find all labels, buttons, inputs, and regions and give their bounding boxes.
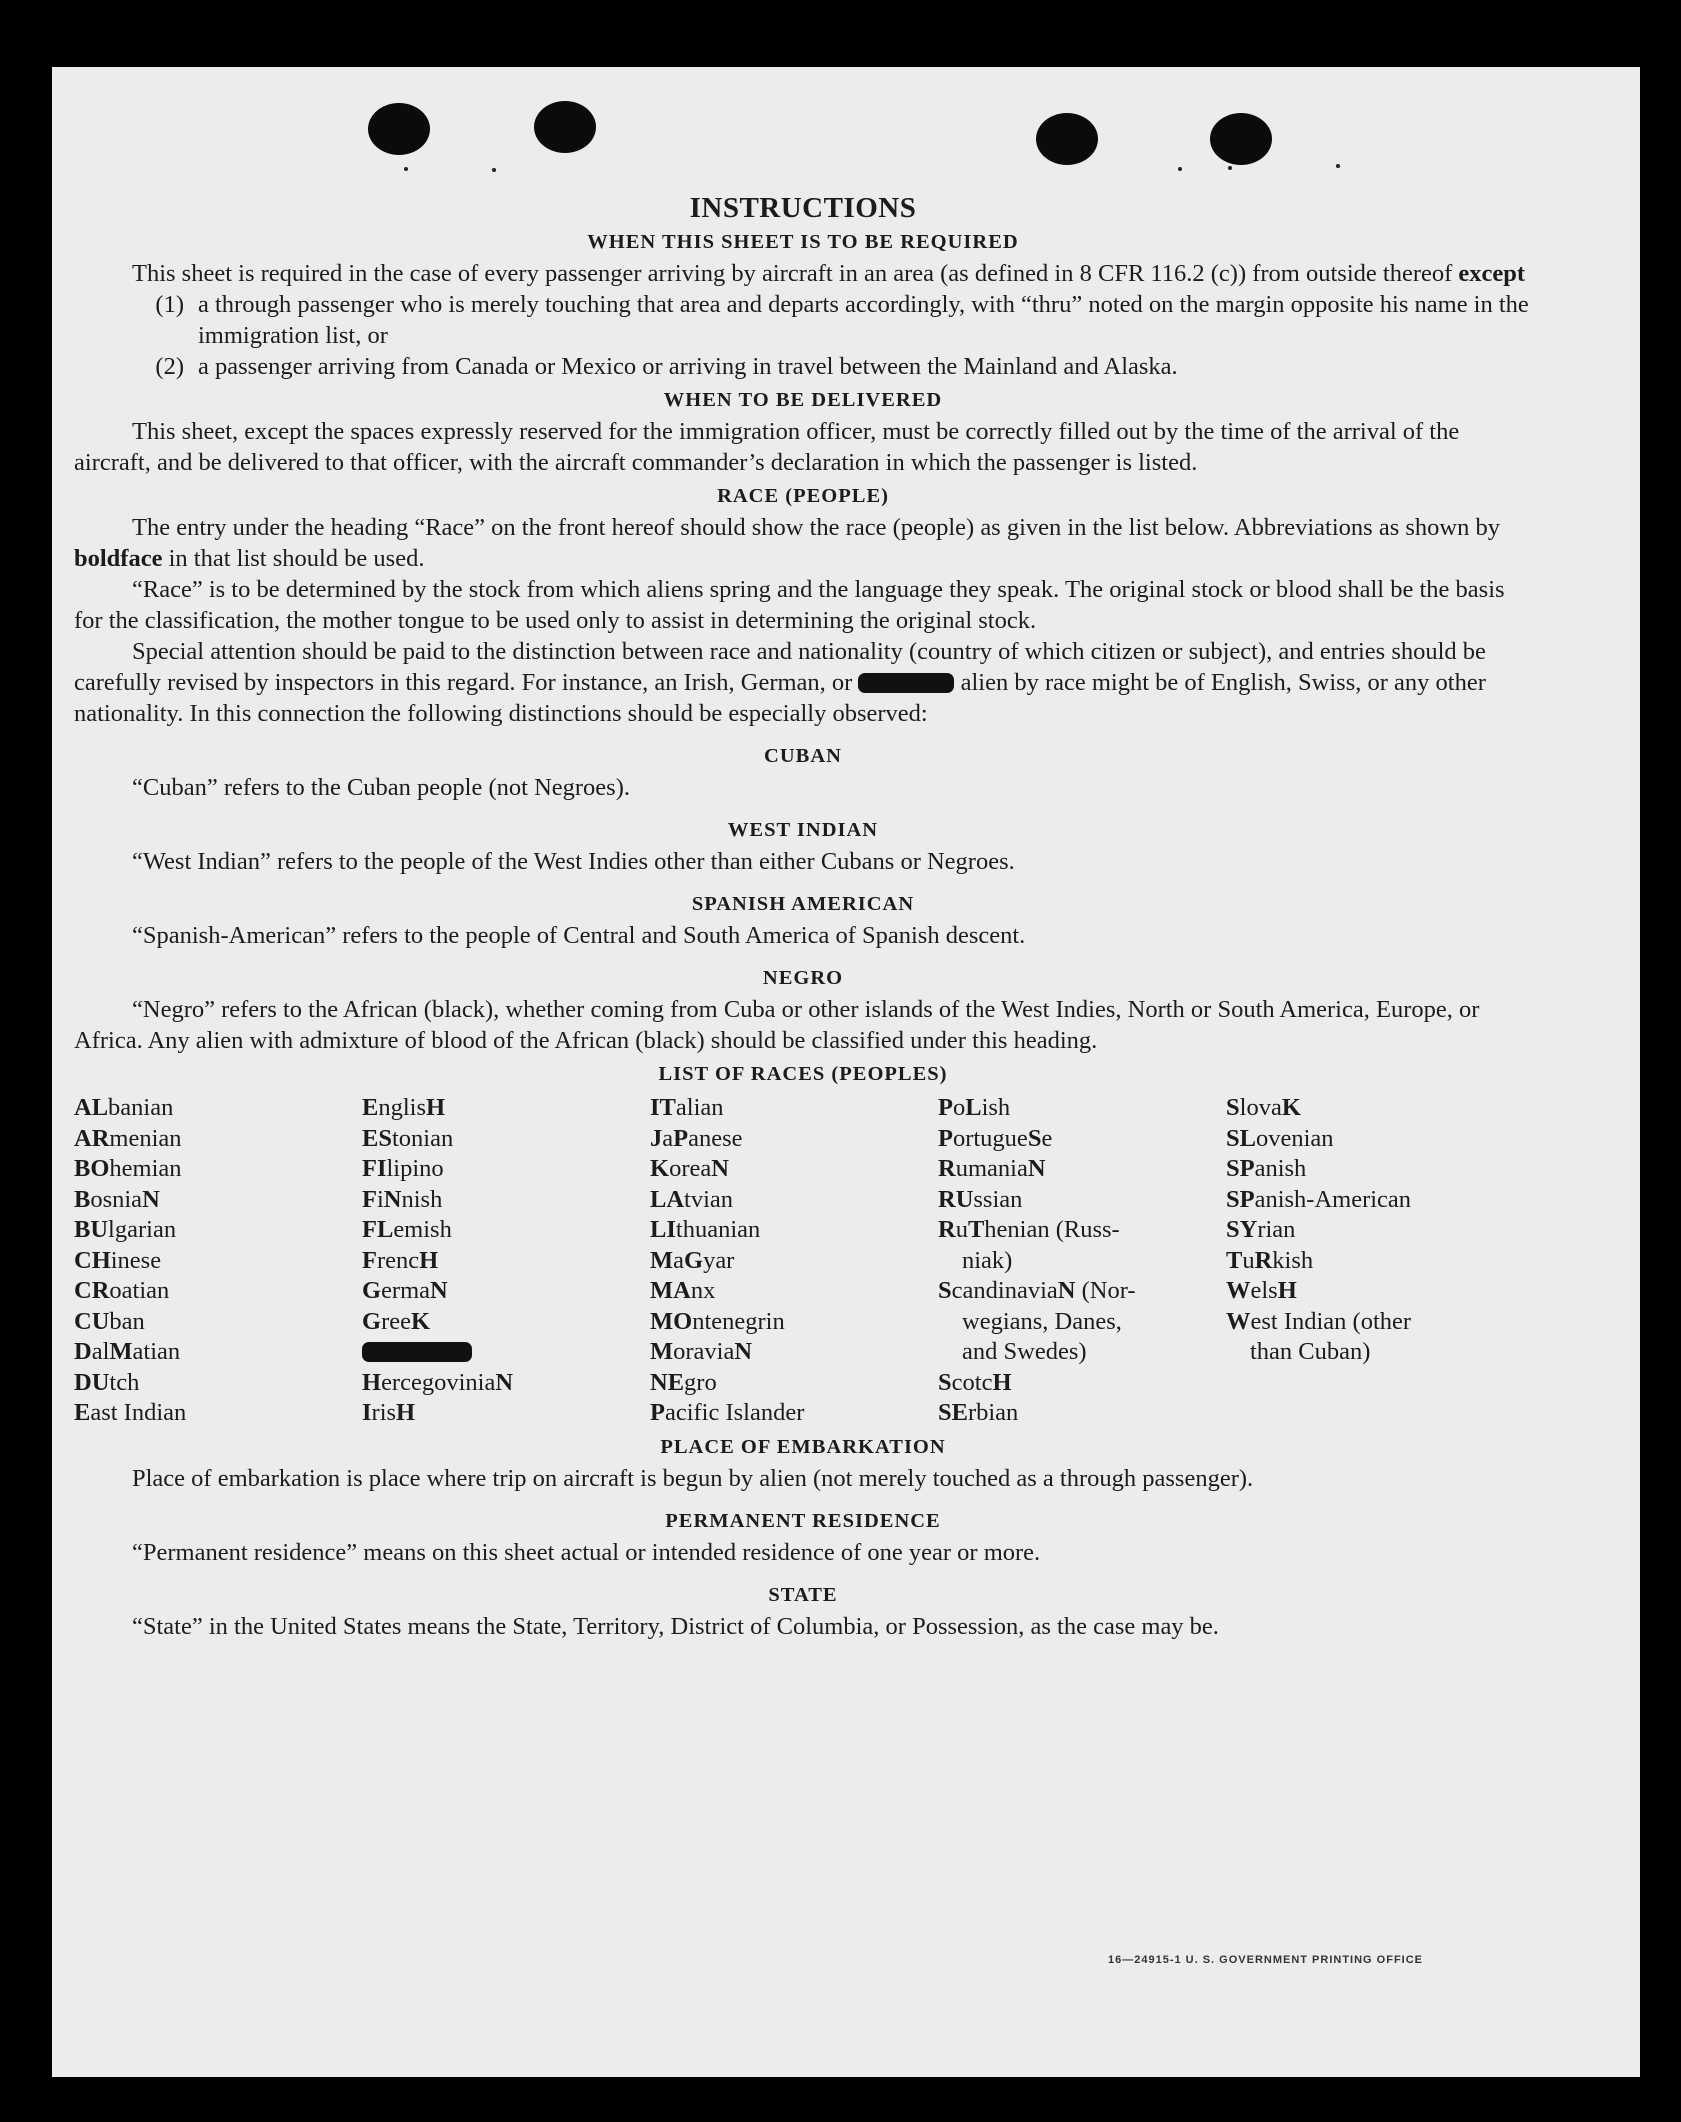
race-item: FIlipino bbox=[362, 1155, 444, 1182]
race-item: ITalian bbox=[650, 1094, 724, 1121]
race-item bbox=[362, 1337, 650, 1368]
race-item: CUban bbox=[74, 1307, 145, 1335]
section-heading: RACE (PEOPLE) bbox=[717, 485, 889, 507]
race-item: BosniaN bbox=[74, 1185, 160, 1213]
speck bbox=[404, 167, 408, 171]
instructions-content bbox=[74, 191, 1532, 1642]
race-item: JaPanese bbox=[650, 1124, 743, 1152]
race-item: ScandinaviaN (Nor- bbox=[938, 1277, 1136, 1304]
section-heading: LIST OF RACES (PEOPLES) bbox=[658, 1063, 948, 1085]
race-item: KoreaN bbox=[650, 1155, 729, 1182]
speck bbox=[492, 168, 496, 172]
race-item: HercegoviniaN bbox=[362, 1368, 514, 1396]
race-item: EnglisH bbox=[362, 1094, 446, 1121]
punch-hole bbox=[534, 101, 596, 153]
race-item: FiNnish bbox=[362, 1185, 443, 1213]
section-heading: WHEN TO BE DELIVERED bbox=[663, 389, 943, 411]
race-item: MOntenegrin bbox=[650, 1307, 785, 1335]
race-item: ALbanian bbox=[74, 1094, 174, 1121]
punch-hole bbox=[368, 103, 430, 155]
race-item: IrisH bbox=[362, 1399, 416, 1426]
race-item: NEgro bbox=[650, 1368, 717, 1396]
race-item: ScotcH bbox=[938, 1368, 1012, 1396]
section-heading: STATE bbox=[768, 1583, 838, 1606]
race-item: RumaniaN bbox=[938, 1155, 1046, 1182]
paragraph: “Race” is to be determined by the stock from which aliens spring and the language they speak. The original stock or blood shall be the basis for the classification, the mother tongue to be used only to assist in determining the original stock. bbox=[74, 576, 1505, 634]
race-item: BOhemian bbox=[74, 1155, 182, 1182]
race-item: MAnx bbox=[650, 1277, 716, 1304]
list-item: (2) a passenger arriving from Canada or Mexico or arriving in travel between the Mainland and Alaska. bbox=[155, 353, 1178, 380]
race-item: West Indian (other bbox=[1226, 1307, 1412, 1335]
paragraph: The entry under the heading “Race” on the front hereof should show the race (people) as given in the list below. Abbreviations as shown by boldface in that list should be used. bbox=[74, 514, 1500, 572]
paragraph: Special attention should be paid to the distinction between race and nationality (country of which citizen or subject), and entries should be carefully revised by inspectors in this regard. For instance, an Irish, German, or alien by race might be of English, Swiss, or any other nationality. In this connection the following distinctions should be especially observed: bbox=[74, 638, 1486, 727]
speck bbox=[1228, 166, 1232, 170]
race-item: DUtch bbox=[74, 1368, 140, 1396]
race-item: SlovaK bbox=[1226, 1094, 1301, 1121]
paragraph: This sheet, except the spaces expressly reserved for the immigration officer, must be correctly filled out by the time of the arrival of the aircraft, and be delivered to that officer, with the aircraft commander’s declaration in which the passenger is listed. bbox=[74, 418, 1460, 476]
race-item: SLovenian bbox=[1226, 1124, 1334, 1152]
paragraph: “Negro” refers to the African (black), whether coming from Cuba or other islands of the West Indies, North or South America, Europe, or Africa. Any alien with admixture of blood of the African (black) should be classified under this heading. bbox=[74, 996, 1480, 1054]
paragraph: Place of embarkation is place where trip on aircraft is begun by alien (not merely touched as a through passenger). bbox=[132, 1464, 1254, 1492]
race-item: TuRkish bbox=[1226, 1246, 1314, 1274]
race-item: RuThenian (Russ- bbox=[938, 1216, 1120, 1243]
race-item: WelsH bbox=[1226, 1277, 1297, 1304]
paragraph: “Permanent residence” means on this sheet actual or intended residence of one year or more. bbox=[132, 1538, 1041, 1566]
race-item: EStonian bbox=[362, 1124, 454, 1152]
race-item: PoLish bbox=[938, 1094, 1011, 1121]
speck bbox=[1336, 164, 1340, 168]
paragraph: “State” in the United States means the State, Territory, District of Columbia, or Possession, as the case may be. bbox=[132, 1612, 1219, 1640]
race-column bbox=[650, 1093, 938, 1429]
paragraph: This sheet is required in the case of every passenger arriving by aircraft in an area (as defined in 8 CFR 116.2 (c)) from outside thereof except bbox=[132, 260, 1526, 287]
race-item: PortugueSe bbox=[938, 1124, 1053, 1152]
speck bbox=[1178, 167, 1182, 171]
section-heading: NEGRO bbox=[762, 967, 844, 989]
section-heading: WHEN THIS SHEET IS TO BE REQUIRED bbox=[587, 231, 1019, 253]
race-item: niak) bbox=[962, 1246, 1013, 1274]
document-sheet bbox=[52, 67, 1640, 2077]
race-item: RUssian bbox=[938, 1185, 1023, 1213]
race-item: than Cuban) bbox=[1250, 1338, 1371, 1365]
race-column bbox=[938, 1093, 1226, 1429]
race-item: and Swedes) bbox=[962, 1338, 1087, 1365]
race-item: DalMatian bbox=[74, 1338, 181, 1365]
paragraph: “West Indian” refers to the people of the West Indies other than either Cubans or Negroes. bbox=[132, 848, 1015, 875]
race-item: GermaN bbox=[362, 1277, 448, 1304]
race-item: SPanish-American bbox=[1226, 1185, 1412, 1213]
race-column bbox=[74, 1093, 362, 1429]
race-column bbox=[1226, 1093, 1514, 1429]
redaction-mark bbox=[362, 1342, 472, 1362]
race-item: MoraviaN bbox=[650, 1338, 753, 1365]
race-item: LIthuanian bbox=[650, 1216, 761, 1243]
race-item: SErbian bbox=[938, 1399, 1019, 1426]
race-item: LAtvian bbox=[650, 1185, 734, 1213]
race-item: BUlgarian bbox=[74, 1216, 177, 1243]
section-heading: WEST INDIAN bbox=[727, 819, 879, 841]
section-heading: SPANISH AMERICAN bbox=[691, 893, 915, 915]
section-heading: PLACE OF EMBARKATION bbox=[660, 1435, 946, 1458]
race-item: CRoatian bbox=[74, 1277, 170, 1304]
race-item: MaGyar bbox=[650, 1246, 735, 1274]
race-item: East Indian bbox=[74, 1399, 187, 1426]
race-item: SPanish bbox=[1226, 1155, 1307, 1182]
race-item: Pacific Islander bbox=[650, 1399, 805, 1426]
paragraph: “Cuban” refers to the Cuban people (not Negroes). bbox=[132, 774, 630, 801]
race-item: ARmenian bbox=[74, 1124, 182, 1152]
race-list bbox=[74, 1093, 1532, 1429]
section-heading: CUBAN bbox=[764, 745, 842, 767]
punch-hole bbox=[1036, 113, 1098, 165]
redaction-mark bbox=[858, 673, 954, 693]
list-item: (1) a through passenger who is merely touching that area and departs accordingly, with “thru” noted on the margin opposite his name in the immigration list, or bbox=[155, 291, 1529, 349]
print-code: 16—24915-1 U. S. GOVERNMENT PRINTING OFFICE bbox=[1108, 1954, 1424, 1966]
race-item: wegians, Danes, bbox=[962, 1307, 1122, 1335]
race-item: FrencH bbox=[362, 1246, 439, 1274]
page-title: INSTRUCTIONS bbox=[689, 192, 917, 224]
paragraph: “Spanish-American” refers to the people of Central and South America of Spanish descent. bbox=[132, 922, 1026, 949]
race-item: FLemish bbox=[362, 1216, 452, 1243]
punch-hole bbox=[1210, 113, 1272, 165]
race-item: GreeK bbox=[362, 1307, 431, 1335]
race-item: SYrian bbox=[1226, 1216, 1296, 1243]
section-heading: PERMANENT RESIDENCE bbox=[665, 1509, 941, 1532]
race-column bbox=[362, 1093, 650, 1429]
race-item: CHinese bbox=[74, 1246, 162, 1274]
